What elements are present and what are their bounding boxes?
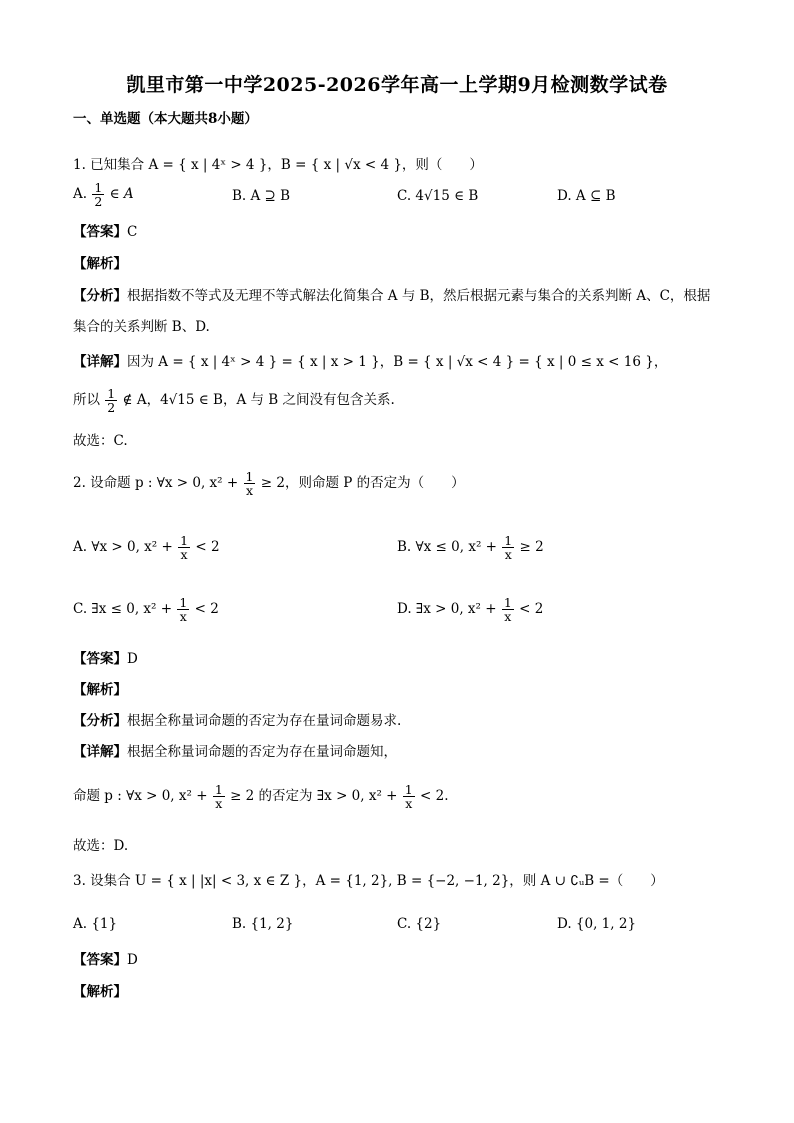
fraction-numerator: 1 xyxy=(503,595,512,610)
q2-option-a xyxy=(73,534,220,561)
detail-fraction xyxy=(105,387,117,414)
fenxi-text: 根据指数不等式及无理不等式解法化简集合 A 与 B，然后根据元素与集合的关系判断 A、C，根据 xyxy=(127,288,711,304)
detail-text: 根据全称量词命题的否定为存在量词命题知， xyxy=(127,744,397,760)
q2-option-a-tail: < 2 xyxy=(195,539,220,556)
fraction-numerator: 1 xyxy=(94,180,103,195)
fraction-numerator: 1 xyxy=(107,386,116,401)
q2-detail xyxy=(73,744,397,760)
q2-option-d-fraction xyxy=(502,596,514,623)
q2-fenxi xyxy=(73,713,401,729)
q1-option-c: C. 4√15 ∈ B xyxy=(397,188,479,204)
q1-option-a-fraction xyxy=(92,181,104,208)
q1-conclusion: 故选：C. xyxy=(73,433,128,449)
fraction-denominator: x xyxy=(179,609,187,625)
detail-cont-head: 命题 p : ∀x > 0, x² + xyxy=(73,788,208,805)
q2-conclusion: 故选：D. xyxy=(73,838,129,854)
fraction-denominator: x xyxy=(504,547,512,563)
q2-stem-head: 2. 设命题 p : ∀x > 0, x² + xyxy=(73,475,239,492)
detail-cont-tail: ∉ A，4√15 ∈ B，A 与 B 之间没有包含关系. xyxy=(122,392,395,409)
q3-option-a: A. {1} xyxy=(73,916,118,932)
q2-detail-cont xyxy=(73,783,449,810)
section-heading: 一、单选题（本大题共8小题） xyxy=(73,111,258,127)
q2-option-a-head: A. ∀x > 0, x² + xyxy=(73,539,173,556)
q1-detail-cont xyxy=(73,387,395,414)
q2-option-b xyxy=(397,534,544,561)
q3-answer xyxy=(73,952,138,968)
q1-stem: 1. 已知集合 A = { x | 4ˣ > 4 }，B = { x | √x < 4 }，则（ ） xyxy=(73,157,483,173)
detail-tag: 【详解】 xyxy=(73,744,127,760)
fraction-denominator: x xyxy=(504,609,512,625)
answer-value: D xyxy=(127,952,138,968)
q2-option-d-tail: < 2 xyxy=(519,601,544,618)
detail-tag: 【详解】 xyxy=(73,354,127,370)
q3-analysis-heading: 【解析】 xyxy=(73,984,127,1000)
fraction-denominator: 2 xyxy=(107,400,116,416)
fraction-numerator: 1 xyxy=(404,782,413,797)
q3-option-c: C. {2} xyxy=(397,916,442,932)
answer-tag: 【答案】 xyxy=(73,952,127,968)
detail-cont-head: 所以 xyxy=(73,392,100,409)
q2-option-b-tail: ≥ 2 xyxy=(519,539,544,556)
q1-option-a xyxy=(73,181,134,208)
q2-option-c-tail: < 2 xyxy=(194,601,219,618)
q1-answer xyxy=(73,224,137,240)
detail-cont-tail: < 2. xyxy=(420,788,449,805)
q2-option-c xyxy=(73,596,219,623)
detail-fraction-2 xyxy=(403,783,415,810)
fraction-denominator: x xyxy=(215,796,223,812)
fraction-denominator: x xyxy=(180,547,188,563)
q2-stem xyxy=(73,470,465,497)
fraction-denominator: x xyxy=(245,483,253,499)
q3-stem: 3. 设集合 U = { x | |x| < 3, x ∈ Z }，A = {1, 2}, B = {−2, −1, 2}，则 A ∪ ∁ᵤB =（ ） xyxy=(73,873,664,889)
fraction-numerator: 1 xyxy=(245,469,254,484)
answer-value: D xyxy=(127,651,138,667)
q2-stem-tail: ≥ 2，则命题 P 的否定为（ ） xyxy=(260,475,465,492)
q2-option-d-head: D. ∃x > 0, x² + xyxy=(397,601,497,618)
answer-tag: 【答案】 xyxy=(73,651,127,667)
q2-option-b-head: B. ∀x ≤ 0, x² + xyxy=(397,539,497,556)
q2-option-a-fraction xyxy=(178,534,190,561)
q1-analysis-heading: 【解析】 xyxy=(73,256,127,272)
fraction-numerator: 1 xyxy=(179,595,188,610)
q2-answer xyxy=(73,651,138,667)
q2-stem-fraction xyxy=(244,470,256,497)
q3-option-d: D. {0, 1, 2} xyxy=(557,916,637,932)
q2-option-d xyxy=(397,596,543,623)
q1-fenxi-cont: 集合的关系判断 B、D. xyxy=(73,319,210,335)
fenxi-tag: 【分析】 xyxy=(73,713,127,729)
fraction-denominator: 2 xyxy=(94,194,103,210)
q2-analysis-heading: 【解析】 xyxy=(73,682,127,698)
q1-fenxi xyxy=(73,288,710,304)
q3-option-b: B. {1, 2} xyxy=(232,916,294,932)
detail-cont-mid: ≥ 2 的否定为 ∃x > 0, x² + xyxy=(230,788,398,805)
q1-option-b: B. A ⊇ B xyxy=(232,188,291,204)
answer-tag: 【答案】 xyxy=(73,224,127,240)
detail-text: 因为 A = { x | 4ˣ > 4 } = { x | x > 1 }，B = { x | √x < 4 } = { x | 0 ≤ x < 16 }， xyxy=(127,354,668,370)
fraction-numerator: 1 xyxy=(180,533,189,548)
answer-value: C xyxy=(127,224,138,240)
fenxi-tag: 【分析】 xyxy=(73,288,127,304)
q2-option-c-fraction xyxy=(177,596,189,623)
q1-detail xyxy=(73,354,667,370)
fraction-numerator: 1 xyxy=(214,782,223,797)
fraction-numerator: 1 xyxy=(504,533,513,548)
q1-option-a-tail: ∈ A xyxy=(109,186,134,203)
q1-option-a-label: A. xyxy=(73,186,88,203)
q2-option-c-head: C. ∃x ≤ 0, x² + xyxy=(73,601,173,618)
q2-option-b-fraction xyxy=(502,534,514,561)
fenxi-text: 根据全称量词命题的否定为存在量词命题易求. xyxy=(127,713,402,729)
page-title: 凯里市第一中学2025-2026学年高一上学期9月检测数学试卷 xyxy=(126,74,668,96)
detail-fraction-1 xyxy=(213,783,225,810)
q1-option-d: D. A ⊆ B xyxy=(557,188,616,204)
fraction-denominator: x xyxy=(405,796,413,812)
